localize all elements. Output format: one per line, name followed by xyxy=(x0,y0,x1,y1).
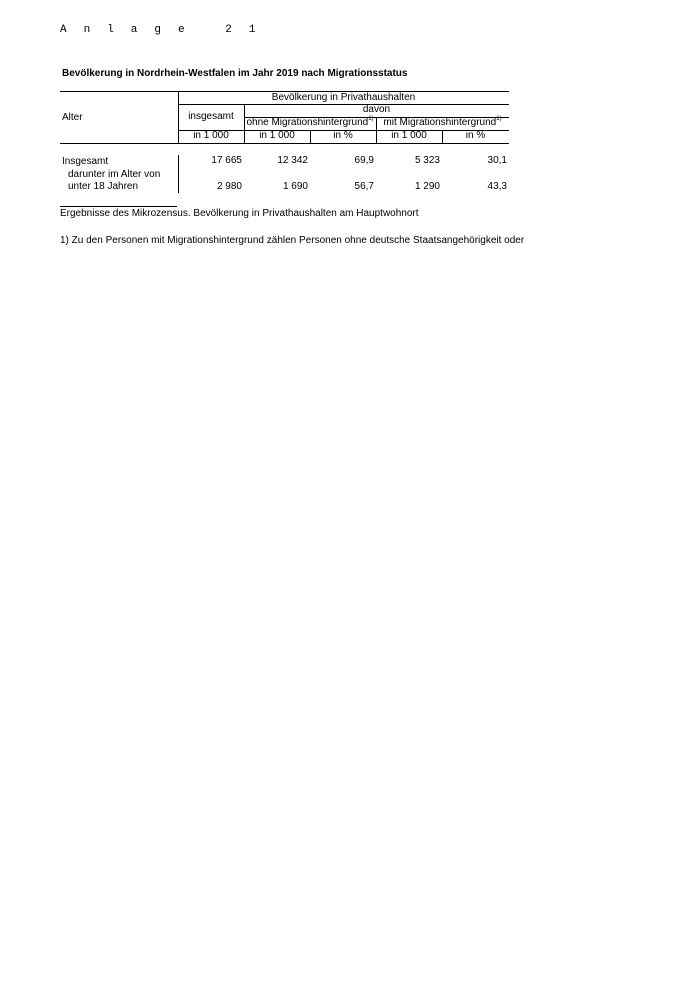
footnote-1: 1) Zu den Personen mit Migrationshintergrund zählen Personen ohne deutsche Staatsangehörigkeit oder xyxy=(60,235,525,246)
row2-total: 2 980 xyxy=(216,181,242,192)
row1-without-pct: 69,9 xyxy=(354,155,374,166)
unit-without-pct: in % xyxy=(333,130,353,141)
table-title: Bevölkerung in Nordrhein-Westfalen im Jahr 2019 nach Migrationsstatus xyxy=(62,68,408,79)
with-migration-label: mit Migrationshintergrund xyxy=(383,117,497,128)
row1-total: 17 665 xyxy=(211,155,242,166)
unit-total: in 1 000 xyxy=(193,130,229,141)
group-header: Bevölkerung in Privathaushalten xyxy=(271,92,416,103)
row2-with-pct: 43,3 xyxy=(487,181,507,192)
davon-header: davon xyxy=(362,104,391,115)
without-migration-header xyxy=(244,117,376,129)
header-bottom-rule xyxy=(60,143,509,144)
row1-without-abs: 12 342 xyxy=(277,155,308,166)
unit-with-abs: in 1 000 xyxy=(391,130,427,141)
row2-with-abs: 1 290 xyxy=(414,181,440,192)
row2-without-pct: 56,7 xyxy=(354,181,374,192)
unit-with-pct: in % xyxy=(465,130,486,141)
with-migration-header xyxy=(376,117,509,129)
source-note: Ergebnisse des Mikrozensus. Bevölkerung in Privathaushalten am Hauptwohnort xyxy=(60,208,419,219)
row1-with-pct: 30,1 xyxy=(487,155,507,166)
row2-without-abs: 1 690 xyxy=(282,181,308,192)
annex-label: A n l a g e 2 1 xyxy=(60,24,261,36)
row-label-unter-18: unter 18 Jahren xyxy=(68,181,139,192)
unit-without-abs: in 1 000 xyxy=(259,130,295,141)
table-bottom-rule xyxy=(60,206,177,207)
row-label-darunter: darunter im Alter von xyxy=(68,169,161,180)
total-header: insgesamt xyxy=(188,111,234,122)
footnote-marker: 1) xyxy=(496,116,502,122)
row-label-header: Alter xyxy=(62,112,83,123)
row-label-insgesamt: Insgesamt xyxy=(62,156,109,167)
row1-with-abs: 5 323 xyxy=(414,155,440,166)
footnote-marker: 1) xyxy=(368,116,374,122)
without-migration-label: ohne Migrationshintergrund xyxy=(246,117,369,128)
